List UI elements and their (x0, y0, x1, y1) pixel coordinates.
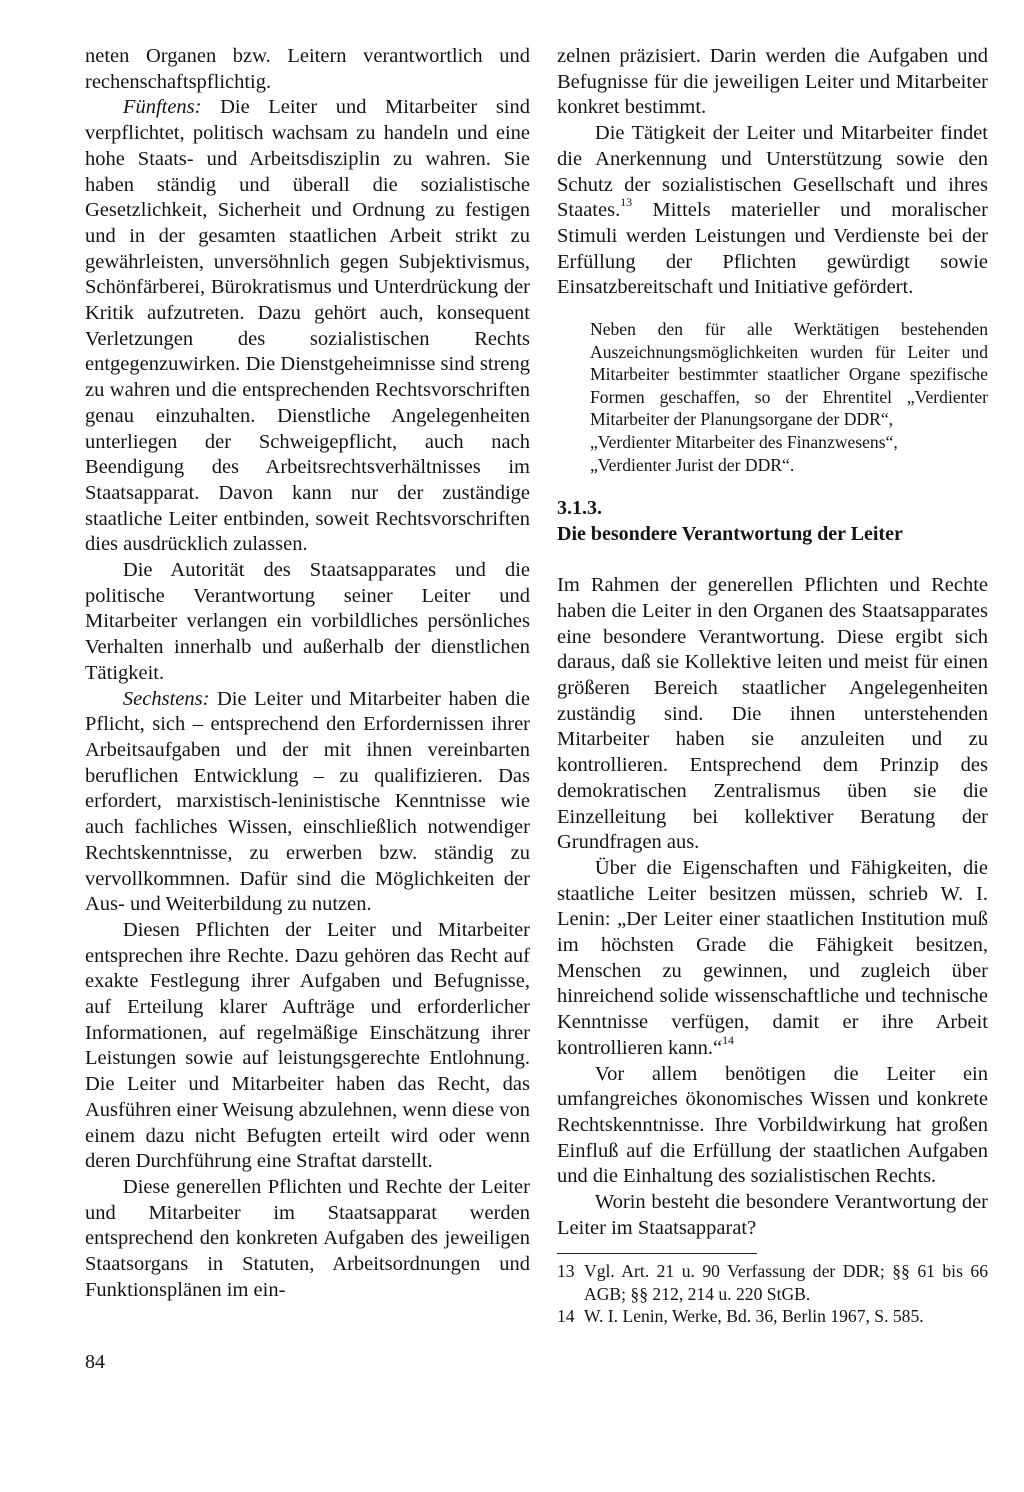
paragraph (85, 687, 530, 918)
footnote-number: 13 (557, 1261, 575, 1282)
paragraph (557, 856, 988, 1062)
paragraph-text: Die Leiter und Mitarbeiter sind verpflichtet, politisch wachsam zu handeln und eine hohe Staats- und Arbeitsdisziplin zu wahren. Sie haben ständig und überall die sozialistische Gesetzlichkeit, Sicherheit und Ordnung zu festigen und in der gesamten staatlichen Arbeit strikt zu gewährleisten, unversöhnlich gegen Subjektivismus, Schönfärberei, Bürokratismus und Unterdrückung der Kritik aufzutreten. Dazu gehört auch, konsequent Verletzungen des sozialistischen Rechts entgegenzuwirken. Die Dienstgeheimnisse sind streng zu wahren und die entsprechenden Rechtsvorschriften genau einzuhalten. Dienstliche Angelegenheiten unterliegen der Schweigepflicht, auch nach Beendigung des Arbeitsrechtsverhältnisses im Staatsapparat. Davon kann nur der zuständige staatliche Leiter entbinden, soweit Rechtsvorschriften dies ausdrücklich zulassen. (85, 96, 530, 556)
footnote-text: Vgl. Art. 21 u. 90 Verfassung der DDR; §§ 61 bis 66 AGB; §§ 212, 214 u. 220 StGB. (584, 1261, 988, 1304)
note-box (590, 318, 988, 476)
paragraph (557, 121, 988, 301)
paragraph-text: Die Leiter und Mitarbeiter haben die Pflicht, sich – entsprechend den Erfordernissen ihrer Arbeitsaufgaben und der mit ihnen vereinbarten beruflichen Entwicklung – zu qualifizieren. Das erfordert, marxistisch-leninistische Kenntnisse wie auch fachliches Wissen, einschließlich notwendiger Rechtskenntnisse, zu erwerben bzw. ständig zu vervollkommnen. Dafür sind die Möglichkeiten der Aus- und Weiterbildung zu nutzen. (85, 687, 530, 916)
footnote (557, 1305, 988, 1327)
footnote-ref: 13 (620, 195, 633, 210)
note-line: „Verdienter Mitarbeiter des Finanzwesens“, (590, 432, 898, 452)
paragraph-text: Die Tätigkeit der Leiter und Mitarbeiter findet die Anerkennung und Unterstützung sowie den Schutz der sozialistischen Gesellschaft und ihres Staates. (557, 122, 988, 222)
section-title: Die besondere Verantwortung der Leiter (557, 522, 903, 545)
footnote-ref: 14 (722, 1032, 734, 1047)
paragraph: Diesen Pflichten der Leiter und Mitarbeiter entsprechen ihre Rechte. Dazu gehören das Recht auf exakte Festlegung ihrer Aufgaben und Befugnisse, auf Erteilung klarer Aufträge und erforderlicher Informationen, auf regelmäßige Einschätzung ihrer Leistungen sowie auf leistungsgerechte Entlohnung. Die Leiter und Mitarbeiter haben das Recht, das Ausführen einer Weisung abzulehnen, wenn diese von einem dazu nicht Befugten erteilt wird oder wenn deren Durchführung eine Straftat darstellt. (85, 918, 530, 1173)
enumeration-lead: Sechstens: (122, 687, 210, 710)
paragraph: neten Organen bzw. Leitern verantwortlich und rechenschaftspflichtig. (85, 45, 530, 93)
note-line: „Verdienter Jurist der DDR“. (590, 454, 795, 475)
paragraph-text: Mittels materieller und moralischer Stimuli werden Leistungen und Verdienste bei der Erfüllung der Pflichten gewürdigt sowie Einsatzbereitschaft und Initiative gefördert. (557, 199, 988, 299)
section-heading (557, 496, 988, 547)
footnote (557, 1260, 988, 1305)
footnote-number: 14 (557, 1306, 575, 1327)
paragraph: Vor allem benötigen die Leiter ein umfangreiches ökonomisches Wissen und konkrete Rechtskenntnisse. Ihre Vorbildwirkung hat großen Einfluß auf die Erfüllung der staatlichen Aufgaben und die Einhaltung des sozialistischen Rechts. (557, 1062, 988, 1188)
paragraph (85, 95, 530, 558)
left-column (85, 44, 530, 1303)
right-column (557, 44, 988, 1328)
paragraph-text: Über die Eigenschaften und Fähigkeiten, die staatliche Leiter besitzen müssen, schrieb W. I. Lenin: „Der Leiter einer staatlichen Institution muß im höchsten Grade die Fähigkeit besitzen, Menschen zu gewinnen, und zugleich über hinreichend solide wissenschaftliche und technische Kenntnisse verfügen, damit er ihre Arbeit kontrollieren kann.“ (557, 856, 988, 1059)
page-number: 84 (85, 1351, 105, 1373)
paragraph: Im Rahmen der generellen Pflichten und Rechte haben die Leiter in den Organen des Staatsapparates eine besondere Verantwortung. Diese ergibt sich daraus, daß sie Kollektive leiten und meist für einen größeren Bereich staatlicher Angelegenheiten zuständig sind. Die ihnen unterstehenden Mitarbeiter haben sie anzuleiten und zu kontrollieren. Entsprechend dem Prinzip des demokratischen Zentralismus üben sie die Einzelleitung bei kollektiver Beratung der Grundfragen aus. (557, 574, 988, 854)
note-text: Neben den für alle Werktätigen bestehenden Auszeichnungsmöglichkeiten wurden für Leiter und Mitarbeiter bestimmter staatlicher Organe spezifische Formen geschaffen, so der Ehrentitel „Verdienter Mitarbeiter der Planungsorgane der DDR“, (590, 319, 988, 430)
paragraph: Die Autorität des Staatsapparates und die politische Verantwortung seiner Leiter und Mitarbeiter verlangen ein vorbildliches persönliches Verhalten innerhalb und außerhalb der dienstlichen Tätigkeit. (85, 559, 530, 684)
footnote-divider (557, 1253, 757, 1254)
section-number: 3.1.3. (557, 497, 602, 520)
paragraph: Diese generellen Pflichten und Rechte der Leiter und Mitarbeiter im Staatsapparat werden entsprechend den konkreten Aufgaben des jeweiligen Staatsorgans in Statuten, Arbeitsordnungen und Funktionsplänen im ein- (85, 1175, 530, 1301)
enumeration-lead: Fünftens: (122, 96, 202, 119)
paragraph: Worin besteht die besondere Verantwortung der Leiter im Staatsapparat? (557, 1191, 988, 1239)
footnote-text: W. I. Lenin, Werke, Bd. 36, Berlin 1967, S. 585. (584, 1306, 924, 1327)
paragraph: zelnen präzisiert. Darin werden die Aufgaben und Befugnisse für die jeweiligen Leiter und Mitarbeiter konkret bestimmt. (557, 45, 988, 119)
